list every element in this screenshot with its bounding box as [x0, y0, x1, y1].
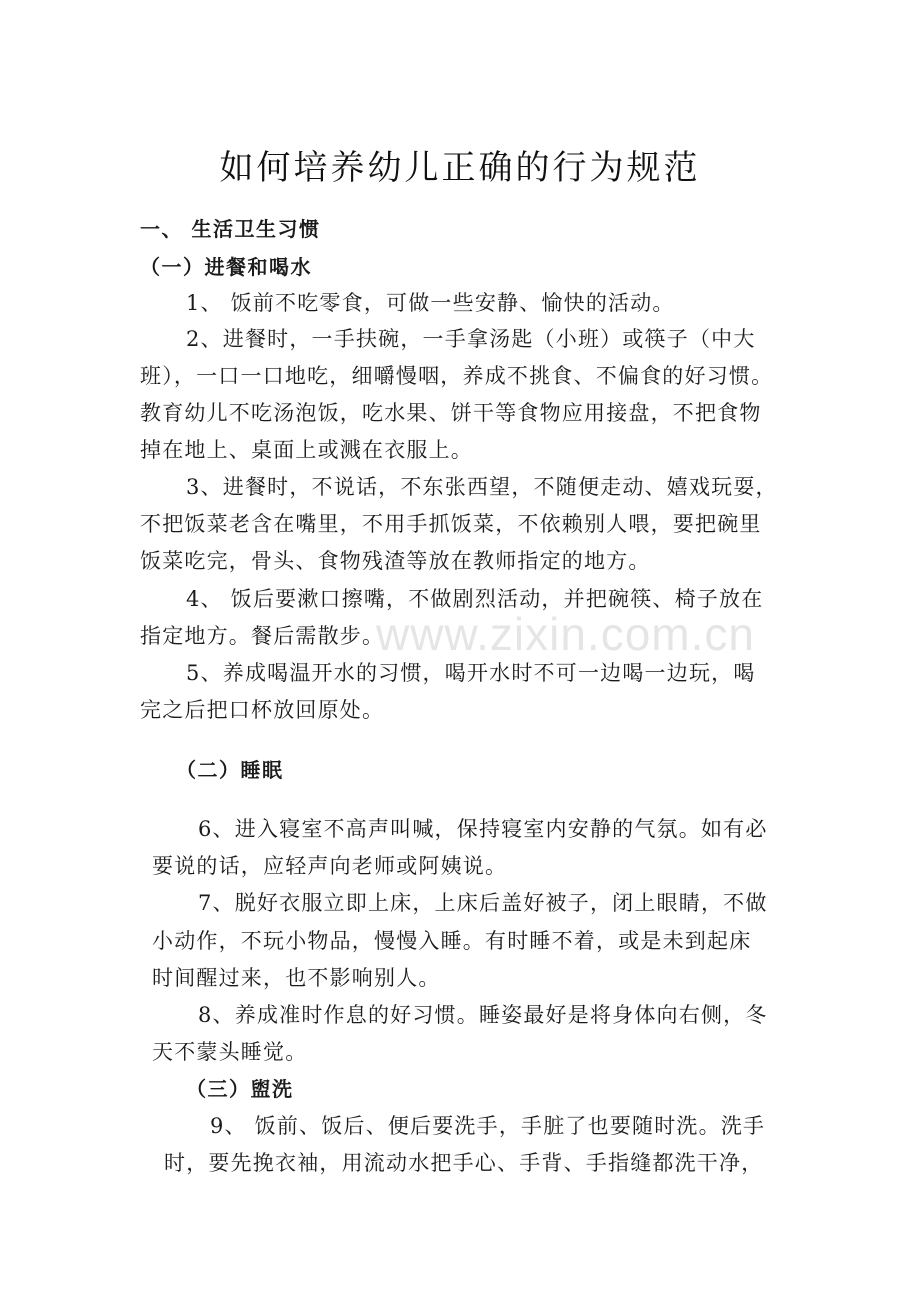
- paragraph-line: 1、 饭前不吃零食，可做一些安静、愉快的活动。: [186, 291, 675, 315]
- paragraph-line: 完之后把口杯放回原处。: [140, 698, 385, 722]
- paragraph-line: 教育幼儿不吃汤泡饭，吃水果、饼干等食物应用接盘，不把食物: [140, 401, 762, 425]
- paragraph-line: 天不蒙头睡觉。: [152, 1040, 308, 1064]
- paragraph-line: 8、养成准时作息的好习惯。睡姿最好是将身体向右侧，冬: [198, 1003, 768, 1027]
- paragraph-line: 要说的话，应轻声向老师或阿姨说。: [152, 854, 508, 878]
- paragraph-line: 7、脱好衣服立即上床，上床后盖好被子，闭上眼睛，不做: [198, 891, 768, 915]
- paragraph-line: 不把饭菜老含在嘴里，不用手抓饭菜，不依赖别人喂，要把碗里: [140, 512, 762, 536]
- paragraph-line: 饭菜吃完，骨头、食物残渣等放在教师指定的地方。: [140, 549, 651, 573]
- section-heading-living-hygiene: 一、 生活卫生习惯: [140, 217, 321, 241]
- paragraph-line: 小动作，不玩小物品，慢慢入睡。有时睡不着，或是未到起床: [152, 929, 752, 953]
- paragraph-line: 3、进餐时，不说话，不东张西望，不随便走动、嬉戏玩耍，: [186, 475, 778, 499]
- paragraph-line: 9、 饭前、饭后、便后要洗手，手脏了也要随时洗。洗手: [210, 1114, 766, 1138]
- paragraph-line: 班），一口一口地吃，细嚼慢咽，养成不挑食、不偏食的好习惯。: [140, 364, 774, 388]
- subsection-heading-washing: （三）盥洗: [186, 1077, 294, 1101]
- subsection-heading-eating-drinking: （一）进餐和喝水: [140, 255, 312, 279]
- watermark: www.zixin.com.cn: [376, 608, 755, 660]
- paragraph-line: 6、进入寝室不高声叫喊，保持寝室内安静的气氛。如有必: [198, 817, 768, 841]
- paragraph-line: 5、养成喝温开水的习惯，喝开水时不可一边喝一边玩，喝: [186, 661, 756, 685]
- paragraph-line: 2、进餐时，一手扶碗，一手拿汤匙（小班）或筷子（中大: [186, 327, 756, 351]
- paragraph-line: 指定地方。餐后需散步。: [140, 624, 385, 648]
- paragraph-line: 掉在地上、桌面上或溅在衣服上。: [140, 438, 473, 462]
- subsection-heading-sleep: （二）睡眠: [176, 758, 284, 782]
- document-title: 如何培养幼儿正确的行为规范: [219, 148, 701, 188]
- paragraph-line: 时，要先挽衣袖，用流动水把手心、手背、手指缝都洗干净，: [164, 1151, 764, 1175]
- paragraph-line: 时间醒过来，也不影响别人。: [152, 966, 441, 990]
- paragraph-line: 4、 饭后要漱口擦嘴，不做剧烈活动，并把碗筷、椅子放在: [186, 587, 764, 611]
